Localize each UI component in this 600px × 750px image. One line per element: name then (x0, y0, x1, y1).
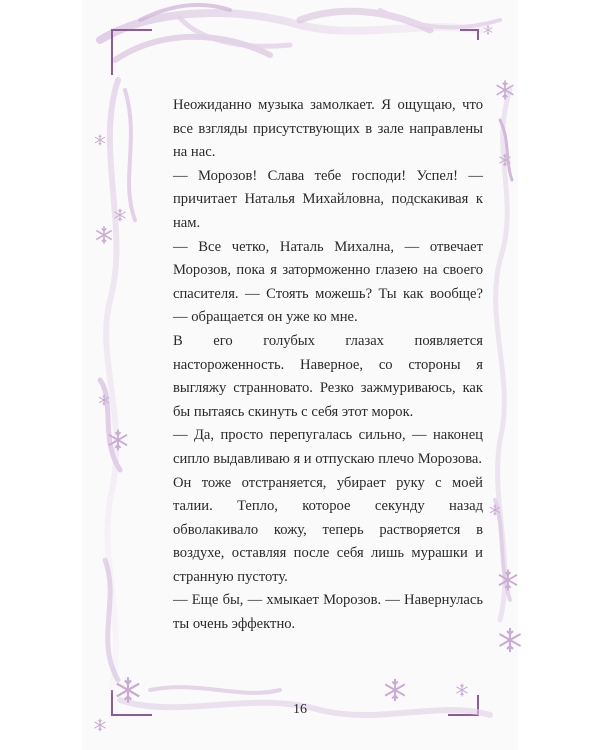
frost-swirl-icon (100, 5, 500, 60)
paragraph: Он тоже отстраняется, убирает руку с моей талии. Тепло, которое секунду назад обволакивало кожу, теперь растворяется в воздухе, оставляя после себя лишь мурашки и странную пустоту. (173, 474, 483, 585)
paragraph: Неожиданно музыка замолкает. Я ощущаю, что все взгляды присутствующих в зале направлены на нас. (173, 97, 483, 161)
page-number: 16 (293, 702, 307, 717)
paragraph: — Еще бы, — хмыкает Морозов. — Навернулась ты очень эффектно. (173, 592, 483, 633)
frost-swirl-icon (495, 90, 512, 620)
paragraph: — Морозов! Слава тебе господи! Успел! — причитает Наталья Михайловна, подскакивая к нам. (173, 167, 483, 231)
paragraph: — Все четко, Наталь Михална, — отвечает Морозов, пока я заторможенно глазею на своего спасителя. — Стоять можешь? Ты как вообще? — обращается он уже ко мне. (173, 238, 483, 326)
paragraph: В его голубых глазах появляется настороженность. Наверное, со стороны я выгляжу странновато. Резко зажмуриваюсь, как бы пытаясь скинуть с себя этот морок. (173, 332, 483, 420)
body-text (173, 94, 483, 637)
frost-swirl-icon (100, 80, 135, 690)
paragraph: — Да, просто перепугалась сильно, — наконец сипло выдавливаю я и отпускаю плечо Морозова. (173, 427, 483, 467)
